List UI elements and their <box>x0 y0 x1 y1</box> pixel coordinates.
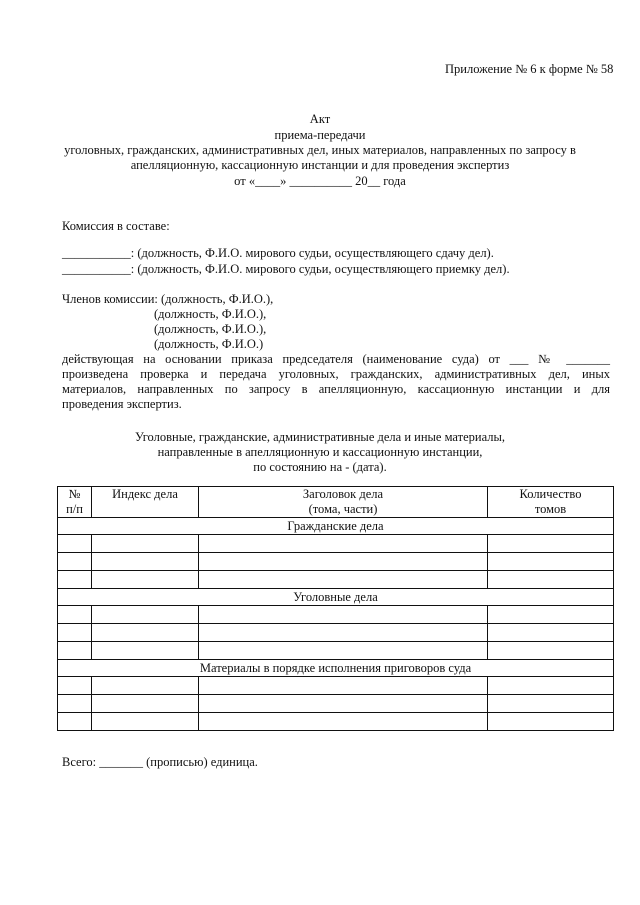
table-row <box>58 642 614 660</box>
table-cell[interactable] <box>199 606 488 624</box>
total-line: Всего: _______ (прописью) единица. <box>62 755 258 769</box>
table-cell[interactable] <box>488 571 614 589</box>
header-number-abbr: п/п <box>66 502 83 516</box>
table-cell[interactable] <box>199 713 488 731</box>
member-item: (должность, Ф.И.О.), <box>154 307 267 321</box>
commission-label: Комиссия в составе: <box>62 219 170 233</box>
table-cell[interactable] <box>199 642 488 660</box>
table-row <box>58 606 614 624</box>
act-date-line: от «____» __________ 20__ года <box>234 174 406 188</box>
table-cell[interactable] <box>199 535 488 553</box>
table-row <box>58 713 614 731</box>
header-title <box>199 487 488 518</box>
header-title-label: Заголовок дела <box>302 487 384 501</box>
table-cell[interactable] <box>199 624 488 642</box>
table-cell[interactable] <box>488 624 614 642</box>
table-cell[interactable] <box>58 606 92 624</box>
member-item: (должность, Ф.И.О.), <box>154 322 267 336</box>
header-count-label: Количество <box>519 487 582 501</box>
section-row-criminal <box>58 589 614 606</box>
commission-handover-line: ___________: (должность, Ф.И.О. мирового судьи, осуществляющего сдачу дел). <box>62 246 494 260</box>
header-number-symbol: № <box>68 487 81 501</box>
cases-table <box>57 486 614 731</box>
table-cell[interactable] <box>488 606 614 624</box>
table-cell[interactable] <box>58 624 92 642</box>
table-cell[interactable] <box>199 677 488 695</box>
table-cell[interactable] <box>488 642 614 660</box>
table-row <box>58 624 614 642</box>
body-text-line: материалов, направленных по запросу в апелляционную, кассационную инстанции и для <box>62 382 610 396</box>
body-text-line: действующая на основании приказа председателя (наименование суда) от ___ № _______ <box>62 352 610 366</box>
act-subtitle: приема-передачи <box>274 128 366 142</box>
header-index <box>92 487 199 518</box>
section-title: Уголовные дела <box>58 589 614 606</box>
table-heading-line: по состоянию на - (дата). <box>253 460 387 474</box>
body-text-line: произведена проверка и передача уголовных, гражданских, административных дел, иных <box>62 367 610 381</box>
table-header-row <box>58 487 614 518</box>
table-cell[interactable] <box>488 535 614 553</box>
table-cell[interactable] <box>58 677 92 695</box>
table-cell[interactable] <box>92 535 199 553</box>
table-cell[interactable] <box>488 553 614 571</box>
section-row-civil <box>58 518 614 535</box>
table-cell[interactable] <box>488 677 614 695</box>
table-cell[interactable] <box>199 571 488 589</box>
table-cell[interactable] <box>92 642 199 660</box>
table-cell[interactable] <box>92 713 199 731</box>
table-cell[interactable] <box>58 642 92 660</box>
table-cell[interactable] <box>92 606 199 624</box>
table-row <box>58 695 614 713</box>
table-cell[interactable] <box>199 695 488 713</box>
header-count-sub: томов <box>534 502 567 516</box>
section-title: Материалы в порядке исполнения приговоров суда <box>58 660 614 677</box>
table-cell[interactable] <box>58 553 92 571</box>
table-cell[interactable] <box>58 571 92 589</box>
act-description-line: уголовных, гражданских, административных дел, иных материалов, направленных по запросу в <box>64 143 576 157</box>
table-row <box>58 571 614 589</box>
header-title-sub: (тома, части) <box>308 502 378 516</box>
table-cell[interactable] <box>58 695 92 713</box>
table-cell[interactable] <box>199 553 488 571</box>
table-heading-line: Уголовные, гражданские, административные дела и иные материалы, <box>134 430 506 444</box>
table-cell[interactable] <box>488 695 614 713</box>
member-item: (должность, Ф.И.О.) <box>154 337 264 351</box>
table-cell[interactable] <box>92 571 199 589</box>
table-row <box>58 553 614 571</box>
table-cell[interactable] <box>58 713 92 731</box>
header-count <box>488 487 614 518</box>
table-row <box>58 677 614 695</box>
body-text-line: проведения экспертиз. <box>62 397 182 411</box>
table-cell[interactable] <box>488 713 614 731</box>
table-cell[interactable] <box>92 624 199 642</box>
act-description-line: апелляционную, кассационную инстанции и для проведения экспертиз <box>130 158 510 172</box>
header-number <box>58 487 92 518</box>
table-row <box>58 535 614 553</box>
table-cell[interactable] <box>58 535 92 553</box>
table-cell[interactable] <box>92 677 199 695</box>
members-label: Членов комиссии: (должность, Ф.И.О.), <box>62 292 274 306</box>
section-title: Гражданские дела <box>58 518 614 535</box>
table-cell[interactable] <box>92 553 199 571</box>
act-title: Акт <box>309 112 331 126</box>
table-cell[interactable] <box>92 695 199 713</box>
table-heading-line: направленные в апелляционную и кассационную инстанции, <box>157 445 483 459</box>
header-index-label: Индекс дела <box>112 487 178 501</box>
commission-receipt-line: ___________: (должность, Ф.И.О. мирового судьи, осуществляющего приемку дел). <box>62 262 510 276</box>
section-row-sentence-materials <box>58 660 614 677</box>
appendix-reference: Приложение № 6 к форме № 58 <box>445 62 614 76</box>
